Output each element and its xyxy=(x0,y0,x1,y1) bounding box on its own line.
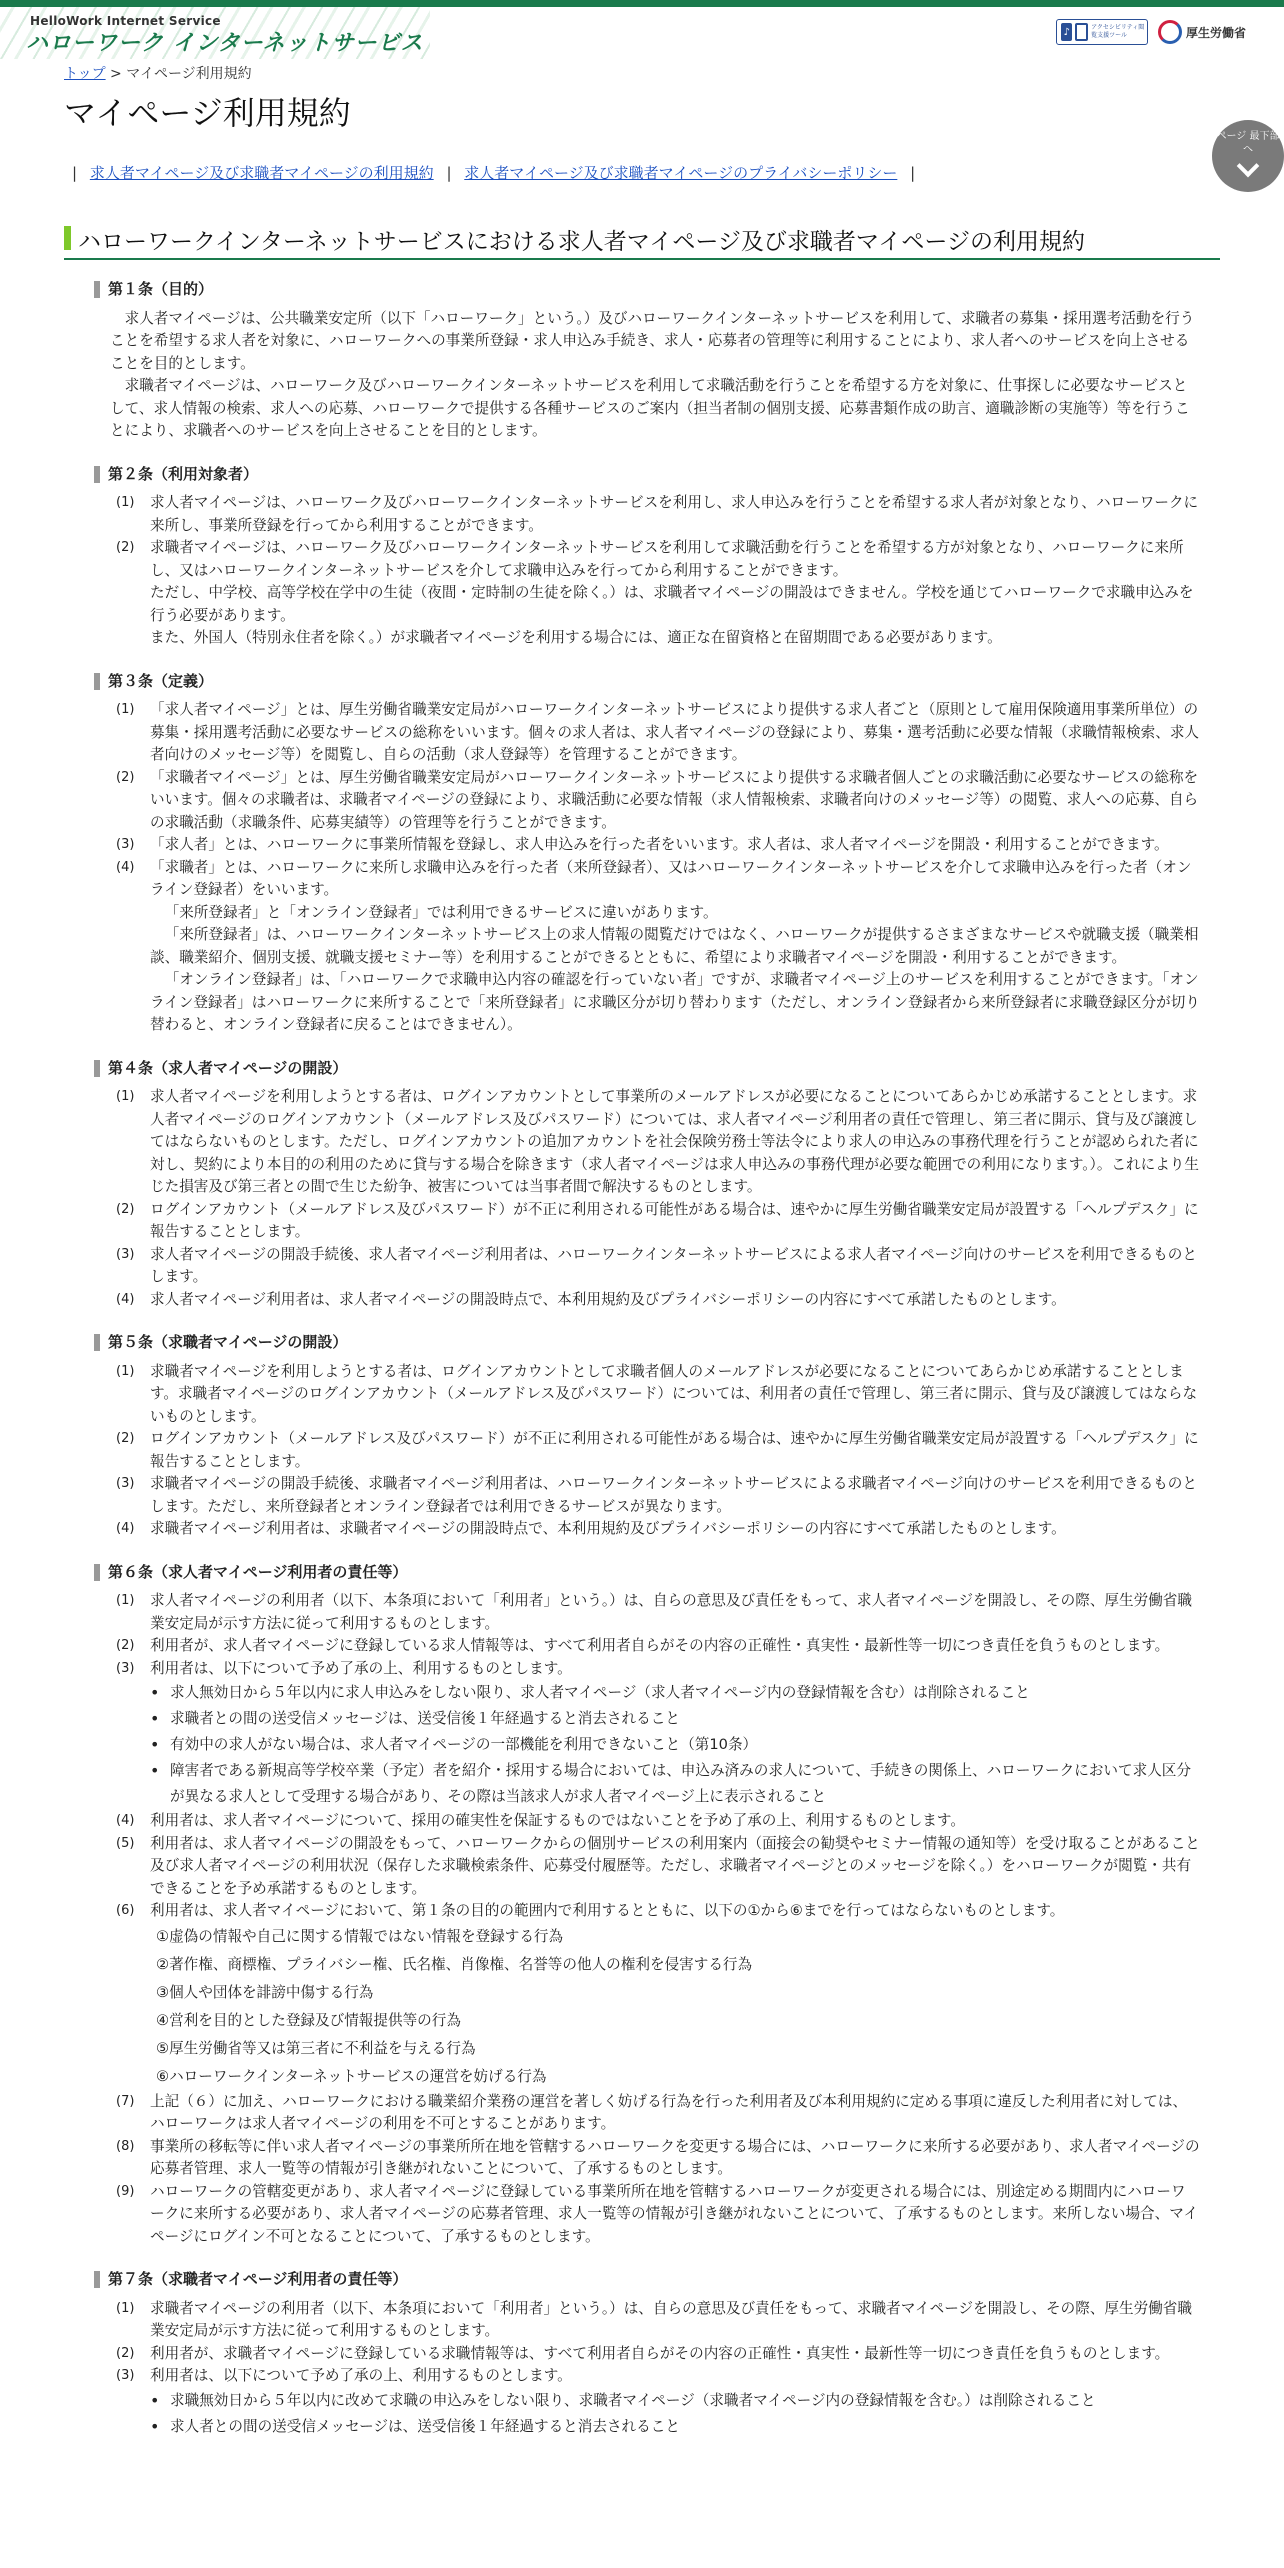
article-1-para-2: 求職者マイページは、ハローワーク及びハローワークインターネットサービスを利用して求職活動を行うことを希望する方を対象に、仕事探しに必要なサービスとして、求人情報の検索、求人への応募、ハローワークで提供する各種サービスのご案内（担当者制の個別支援、応募書類作成の助言、適職診断の実施等）等を行うことにより、求職者へのサービスを向上させることを目的とします。 xyxy=(110,377,1190,439)
item-text: 上記（６）に加え、ハローワークにおける職業紹介業務の運営を著しく妨げる行為を行った利用者及び本利用規約に定める事項に違反した利用者に対しては、ハローワークは求人者マイページの利用を不可とすることがあります。 xyxy=(150,2092,1188,2132)
item-text: 利用者が、求職者マイページに登録している求職情報等は、すべて利用者自らがその内容の正確性・真実性・最新性等一切につき責任を負うものとします。 xyxy=(150,2344,1170,2362)
item-text: 求職者マイページを利用しようとする者は、ログインアカウントとして求職者個人のメールアドレスが必要になることについてあらかじめ承諾することとします。求職者マイページのログインアカウント（メールアドレス及びパスワード）については、利用者の責任で管理し、第三者に開示、貸与及び譲渡してはならないものとします。 xyxy=(150,1362,1198,1425)
prohibited-act: ④営利を目的とした登録及び情報提供等の行為 xyxy=(156,2011,461,2029)
nav-separator: | xyxy=(72,164,78,182)
item-number: (2) xyxy=(116,540,135,555)
page-title: マイページ利用規約 xyxy=(64,94,351,132)
item-number: (2) xyxy=(116,1431,135,1446)
chevron-down-icon xyxy=(1237,155,1260,178)
bullet-item xyxy=(150,1680,1200,1706)
article-4-title: 第４条（求人者マイページの開設） xyxy=(94,1057,1200,1080)
bullet-icon: • xyxy=(150,1735,160,1754)
article-3-note: 「来所登録者」と「オンライン登録者」では利用できるサービスに違いがあります。 xyxy=(164,903,718,921)
page-nav xyxy=(64,162,923,183)
article-2-note: また、外国人（特別永住者を除く。）が求職者マイページを利用する場合には、適正な在留資格と在留期間である必要があります。 xyxy=(150,629,1002,646)
item-text: 事業所の移転等に伴い求人者マイページの事業所所在地を管轄するハローワークを変更する場合には、ハローワークに来所する必要があり、求人者マイページの応募者管理、求人一覧等の情報が引き継がれないことについて、了承するものとします。 xyxy=(150,2137,1200,2177)
article-6-item xyxy=(94,1900,1200,1923)
item-number: (2) xyxy=(116,1638,135,1653)
item-number: (4) xyxy=(116,1813,135,1828)
article-3-item xyxy=(94,699,1200,767)
item-text: 求人者マイページを利用しようとする者は、ログインアカウントとして事業所のメールアドレスが必要になることについてあらかじめ承諾することとします。求人者マイページのログインアカウント（メールアドレス及びパスワード）については、求人者マイページ利用者の責任で管理し、第三者に開示、貸与及び譲渡してはならないものとします。ただし、ログインアカウントの追加アカウントを社会保険労務士等法令により求人の申込みの事務代理を行うことが認められた者に対し、契約により本目的の利用のために貸与する場合を除きます（求人者マイページは求人申込みの事務代理が必要な範囲での利用になります。）。これにより生じた損害及び第三者との間で生じた紛争、被害については当事者間で解決するものとします。 xyxy=(150,1088,1199,1195)
nav-separator: | xyxy=(446,164,452,182)
article-5-title: 第５条（求職者マイページの開設） xyxy=(94,1331,1200,1354)
bullet-icon: • xyxy=(150,1761,160,1780)
bullet-text: 障害者である新規高等学校卒業（予定）者を紹介・採用する場合においては、申込み済みの求人について、手続きの関係上、ハローワークにおいて求人区分が異なる求人として受理する場合があり、その際は当該求人が求人者マイページ上に表示されること xyxy=(170,1762,1191,1805)
article-3-item xyxy=(94,834,1200,857)
item-text: 利用者が、求人者マイページに登録している求人情報等は、すべて利用者自らがその内容の正確性・真実性・最新性等一切につき責任を負うものとします。 xyxy=(150,1637,1170,1654)
bullet-item xyxy=(150,2388,1200,2414)
item-number: (1) xyxy=(116,1089,135,1104)
bullet-item xyxy=(150,2414,1200,2440)
item-number: (3) xyxy=(116,1660,135,1676)
item-text: 利用者は、求人者マイページの開設をもって、ハローワークからの個別サービスの利用案内（面接会の勧奨やセミナー情報の通知等）を受け取ることがあること及び求人者マイページの利用状況（保存した求職検索条件、応募受付履歴等。ただし、求職者マイページとのメッセージを除く。）をハローワークが閲覧・共有できることを予め承諾するものとします。 xyxy=(150,1834,1200,1897)
article-6-item xyxy=(94,2091,1200,2136)
mhlw-logo[interactable] xyxy=(1158,17,1246,47)
item-number: (5) xyxy=(116,1835,135,1851)
article-6-item xyxy=(94,2136,1200,2181)
article-5-item xyxy=(94,1518,1200,1541)
item-text: 求人者マイページは、ハローワーク及びハローワークインターネットサービスを利用し、求人申込みを行うことを希望する求人者が対象となり、ハローワークに来所し、事業所登録を行ってから利用することができます。 xyxy=(150,494,1199,534)
logo-area[interactable] xyxy=(0,7,430,59)
nav-separator: | xyxy=(910,164,916,182)
article-7-item xyxy=(94,2365,1200,2388)
prohibited-act: ⑥ハローワークインターネットサービスの運営を妨げる行為 xyxy=(156,2067,547,2085)
bullet-text: 求人者との間の送受信メッセージは、送受信後１年経過すると消去されること xyxy=(170,2417,680,2435)
item-text: 利用者は、以下について予め了承の上、利用するものとします。 xyxy=(150,1659,572,1677)
mhlw-label: 厚生労働省 xyxy=(1186,25,1247,40)
main-heading xyxy=(64,222,1220,260)
article-5-item xyxy=(94,1473,1200,1518)
item-text: 求人者マイページの利用者（以下、本条項において「利用者」という。）は、自らの意思及び責任をもって、求人者マイページを開設し、その際、厚生労働省職業安定局が示す方法に従って利用するものとします。 xyxy=(150,1592,1192,1632)
article-7-item xyxy=(94,2298,1200,2343)
item-text: ログインアカウント（メールアドレス及びパスワード）が不正に利用される可能性がある場合は、速やかに厚生労働省職業安定局が設置する「ヘルプデスク」に報告することとします。 xyxy=(150,1200,1199,1240)
item-number: (1) xyxy=(116,1363,135,1379)
heading-accent-bar xyxy=(64,226,71,250)
article-5-item xyxy=(94,1428,1200,1473)
article-7-item xyxy=(94,2343,1200,2366)
article-7-title: 第７条（求職者マイページ利用者の責任等） xyxy=(94,2268,1200,2291)
bullet-text: 求職無効日から５年以内に改めて求職の申込みをしない限り、求職者マイページ（求職者マイページ内の登録情報を含む。）は削除されること xyxy=(170,2391,1096,2409)
item-text: 求職者マイページの利用者（以下、本条項において「利用者」という。）は、自らの意思及び責任をもって、求職者マイページを開設し、その際、厚生労働省職業安定局が示す方法に従って利用するものとします。 xyxy=(150,2299,1192,2339)
site-header xyxy=(0,7,1284,59)
breadcrumb-current: マイページ利用規約 xyxy=(126,66,252,82)
top-accent-bar xyxy=(0,0,1284,7)
bullet-text: 求人無効日から５年以内に求人申込みをしない限り、求人者マイページ（求人者マイページ内の登録情報を含む）は削除されること xyxy=(170,1684,1030,1701)
terms-content xyxy=(94,278,1200,2440)
bullet-text: 求職者との間の送受信メッセージは、送受信後１年経過すると消去されること xyxy=(170,1710,680,1727)
article-3-note: 「オンライン登録者」は、「ハローワークで求職申込内容の確認を行っていない者」ですが、求職者マイページ上のサービスを利用することができます。「オンライン登録者」はハローワークに来所することで「来所登録者」に求職区分が切り替わります（ただし、オンライン登録者から来所登録者に求職登録区分が切り替わると、オンライン登録者に戻ることはできません）。 xyxy=(150,971,1200,1033)
article-6-item xyxy=(94,1635,1200,1658)
item-number: (4) xyxy=(116,1521,135,1536)
article-2-item xyxy=(94,537,1200,582)
scroll-to-bottom-button[interactable] xyxy=(1212,120,1284,192)
article-4-item xyxy=(94,1199,1200,1244)
item-number: (3) xyxy=(116,837,135,852)
logo-subtitle: HelloWork Internet Service xyxy=(30,14,221,28)
item-number: (4) xyxy=(116,859,135,875)
article-5-item xyxy=(94,1361,1200,1429)
item-text: 利用者は、以下について予め了承の上、利用するものとします。 xyxy=(150,2367,572,2384)
article-7-bullets xyxy=(94,2388,1200,2440)
item-number: (1) xyxy=(116,2300,135,2316)
item-number: (2) xyxy=(116,2345,135,2361)
article-4-item xyxy=(94,1289,1200,1312)
item-number: (8) xyxy=(116,2138,135,2154)
article-6-item xyxy=(94,2181,1200,2249)
nav-link-terms[interactable]: 求人者マイページ及び求職者マイページの利用規約 xyxy=(89,164,434,182)
item-text: 利用者は、求人者マイページについて、採用の確実性を保証するものではないことを予め了承の上、利用するものとします。 xyxy=(150,1812,965,1829)
item-text: 求人者マイページの開設手続後、求人者マイページ利用者は、ハローワークインターネットサービスによる求人者マイページ向けのサービスを利用できるものとします。 xyxy=(150,1245,1197,1285)
logo-title: ハローワーク インターネットサービス xyxy=(26,31,424,56)
article-3-title: 第３条（定義） xyxy=(94,670,1200,693)
breadcrumb xyxy=(64,63,252,83)
article-3-item xyxy=(94,857,1200,902)
article-1-para-1: 求人者マイページは、公共職業安定所（以下「ハローワーク」という。）及びハローワークインターネットサービスを利用して、求職者の募集・採用選考活動を行うことを希望する求人者を対象に、ハローワークへの事業所登録・求人申込み手続き、求人・応募者の管理等に利用することにより、求人者へのサービスを向上させることを目的とします。 xyxy=(110,309,1195,372)
article-6-item xyxy=(94,1810,1200,1833)
item-text: 求職者マイページは、ハローワーク及びハローワークインターネットサービスを利用して求職活動を行うことを希望する方が対象となり、ハローワークに来所し、又はハローワークインターネットサービスを介して求職申込みを行ってから利用することができます。 xyxy=(150,539,1184,579)
prohibited-act: ②著作権、商標権、プライバシー権、氏名権、肖像権、名誉等の他人の権利を侵害する行為 xyxy=(156,1955,753,1973)
item-text: ハローワークの管轄変更があり、求人者マイページに登録している事業所所在地を管轄するハローワークが変更される場合には、別途定める期間内にハローワークに来所する必要があり、求人者マイページの応募者管理、求人一覧等の情報が引き継がれないことについて、了承するものとします。来所しない場合、マイページにログイン不可となることについて、了承するものとします。 xyxy=(150,2182,1199,2245)
bullet-icon: • xyxy=(150,2390,160,2410)
item-number: (9) xyxy=(116,2183,135,2199)
article-4-item xyxy=(94,1244,1200,1289)
item-text: 求職者マイページの開設手続後、求職者マイページ利用者は、ハローワークインターネットサービスによる求職者マイページ向けのサービスを利用できるものとします。ただし、来所登録者とオンライン登録者では利用できるサービスが異なります。 xyxy=(150,1475,1197,1515)
item-number: (2) xyxy=(116,769,135,785)
item-number: (4) xyxy=(116,1291,135,1307)
item-text: 求職者マイページ利用者は、求職者マイページの開設時点で、本利用規約及びプライバシーポリシーの内容にすべて承諾したものとします。 xyxy=(150,1520,1066,1537)
prohibited-act: ③個人や団体を誹謗中傷する行為 xyxy=(156,1983,374,2001)
bullet-item xyxy=(150,1706,1200,1732)
mhlw-emblem-icon xyxy=(1158,20,1182,44)
article-3-note: 「来所登録者」は、ハローワークインターネットサービス上の求人情報の閲覧だけではなく、ハローワークが提供するさまざまなサービスや就職支援（職業相談、職業紹介、個別支援、就職支援セミナー等）を利用することができるとともに、希望により求職者マイページを開設・利用することができます。 xyxy=(150,926,1199,966)
article-4-item xyxy=(94,1086,1200,1199)
item-text: 「求職者マイページ」とは、厚生労働省職業安定局がハローワークインターネットサービスにより提供する求職者個人ごとの求職活動に必要なサービスの総称をいいます。個々の求職者は、求職者マイページの登録により、求職活動に必要な情報（求人情報検索、求職者向けのメッセージ等）の閲覧、求人への応募、自らの求職活動（求職条件、応募実績等）の管理等を行うことができます。 xyxy=(150,768,1199,831)
article-6-item xyxy=(94,1833,1200,1901)
speaker-icon: ♪ xyxy=(1061,23,1072,41)
article-2-note: ただし、中学校、高等学校在学中の生徒（夜間・定時制の生徒を除く。）は、求職者マイページの開設はできません。学校を通じてハローワークで求職申込みを行う必要があります。 xyxy=(150,584,1194,624)
bullet-text: 有効中の求人がない場合は、求人者マイページの一部機能を利用できないこと（第10条） xyxy=(170,1736,758,1753)
article-6-title: 第６条（求人者マイページ利用者の責任等） xyxy=(94,1561,1200,1584)
item-number: (3) xyxy=(116,1246,135,1262)
item-number: (1) xyxy=(116,702,135,717)
item-text: 利用者は、求人者マイページにおいて、第１条の目的の範囲内で利用するとともに、以下の①から⑥までを行ってはならないものとします。 xyxy=(150,1902,1065,1919)
bullet-icon: • xyxy=(150,2416,160,2436)
bullet-icon: • xyxy=(150,1683,160,1702)
item-text: ログインアカウント（メールアドレス及びパスワード）が不正に利用される可能性がある場合は、速やかに厚生労働省職業安定局が設置する「ヘルプデスク」に報告することとします。 xyxy=(150,1430,1199,1470)
article-6-bullets xyxy=(94,1680,1200,1810)
accessibility-tool-button[interactable] xyxy=(1056,19,1148,45)
item-number: (2) xyxy=(116,1201,135,1217)
display-icon xyxy=(1075,23,1088,41)
item-text: 「求職者」とは、ハローワークに来所し求職申込みを行った者（来所登録者）、又はハローワークインターネットサービスを介して求職申込みを行った者（オンライン登録者）をいいます。 xyxy=(150,858,1192,898)
article-6-item xyxy=(94,1658,1200,1681)
nav-link-privacy[interactable]: 求人者マイページ及び求職者マイページのプライバシーポリシー xyxy=(464,164,898,182)
bullet-icon: • xyxy=(150,1709,160,1728)
scroll-to-bottom-label: ページ 最下部へ xyxy=(1216,131,1280,155)
item-number: (1) xyxy=(116,1593,135,1608)
item-text: 求人者マイページ利用者は、求人者マイページの開設時点で、本利用規約及びプライバシーポリシーの内容にすべて承諾したものとします。 xyxy=(150,1290,1066,1308)
bullet-item xyxy=(150,1732,1200,1758)
prohibited-act: ①虚偽の情報や自己に関する情報ではない情報を登録する行為 xyxy=(156,1927,564,1945)
item-text: 「求人者」とは、ハローワークに事業所情報を登録し、求人申込みを行った者をいいます。求人者は、求人者マイページを開設・利用することができます。 xyxy=(150,836,1169,853)
breadcrumb-separator: > xyxy=(105,66,127,82)
accessibility-label: アクセシビリティ閲覧支援ツール xyxy=(1091,24,1145,39)
main-heading-text: ハローワークインターネットサービスにおける求人者マイページ及び求職者マイページの利用規約 xyxy=(78,229,1085,255)
article-2-item xyxy=(94,492,1200,537)
item-text: 「求人者マイページ」とは、厚生労働省職業安定局がハローワークインターネットサービスにより提供する求人者ごと（原則として雇用保険適用事業所単位）の募集・採用選考活動に必要なサービスの総称をいいます。個々の求人者は、求人者マイページの登録により、募集・選考活動に必要な情報（求職情報検索、求人者向けのメッセージ等）を閲覧し、自らの活動（求人登録等）を管理することができます。 xyxy=(150,701,1200,763)
prohibited-act: ⑤厚生労働省等又は第三者に不利益を与える行為 xyxy=(156,2039,476,2057)
item-number: (7) xyxy=(116,2093,135,2109)
item-number: (6) xyxy=(116,1903,135,1918)
item-number: (1) xyxy=(116,495,135,510)
article-3-item xyxy=(94,767,1200,835)
item-number: (3) xyxy=(116,2368,135,2383)
bullet-item xyxy=(150,1758,1200,1810)
article-6-item xyxy=(94,1590,1200,1635)
article-2-title: 第２条（利用対象者） xyxy=(94,463,1200,486)
item-number: (3) xyxy=(116,1476,135,1491)
breadcrumb-top-link[interactable]: トップ xyxy=(64,66,106,82)
article-1-title: 第１条（目的） xyxy=(94,278,1200,301)
